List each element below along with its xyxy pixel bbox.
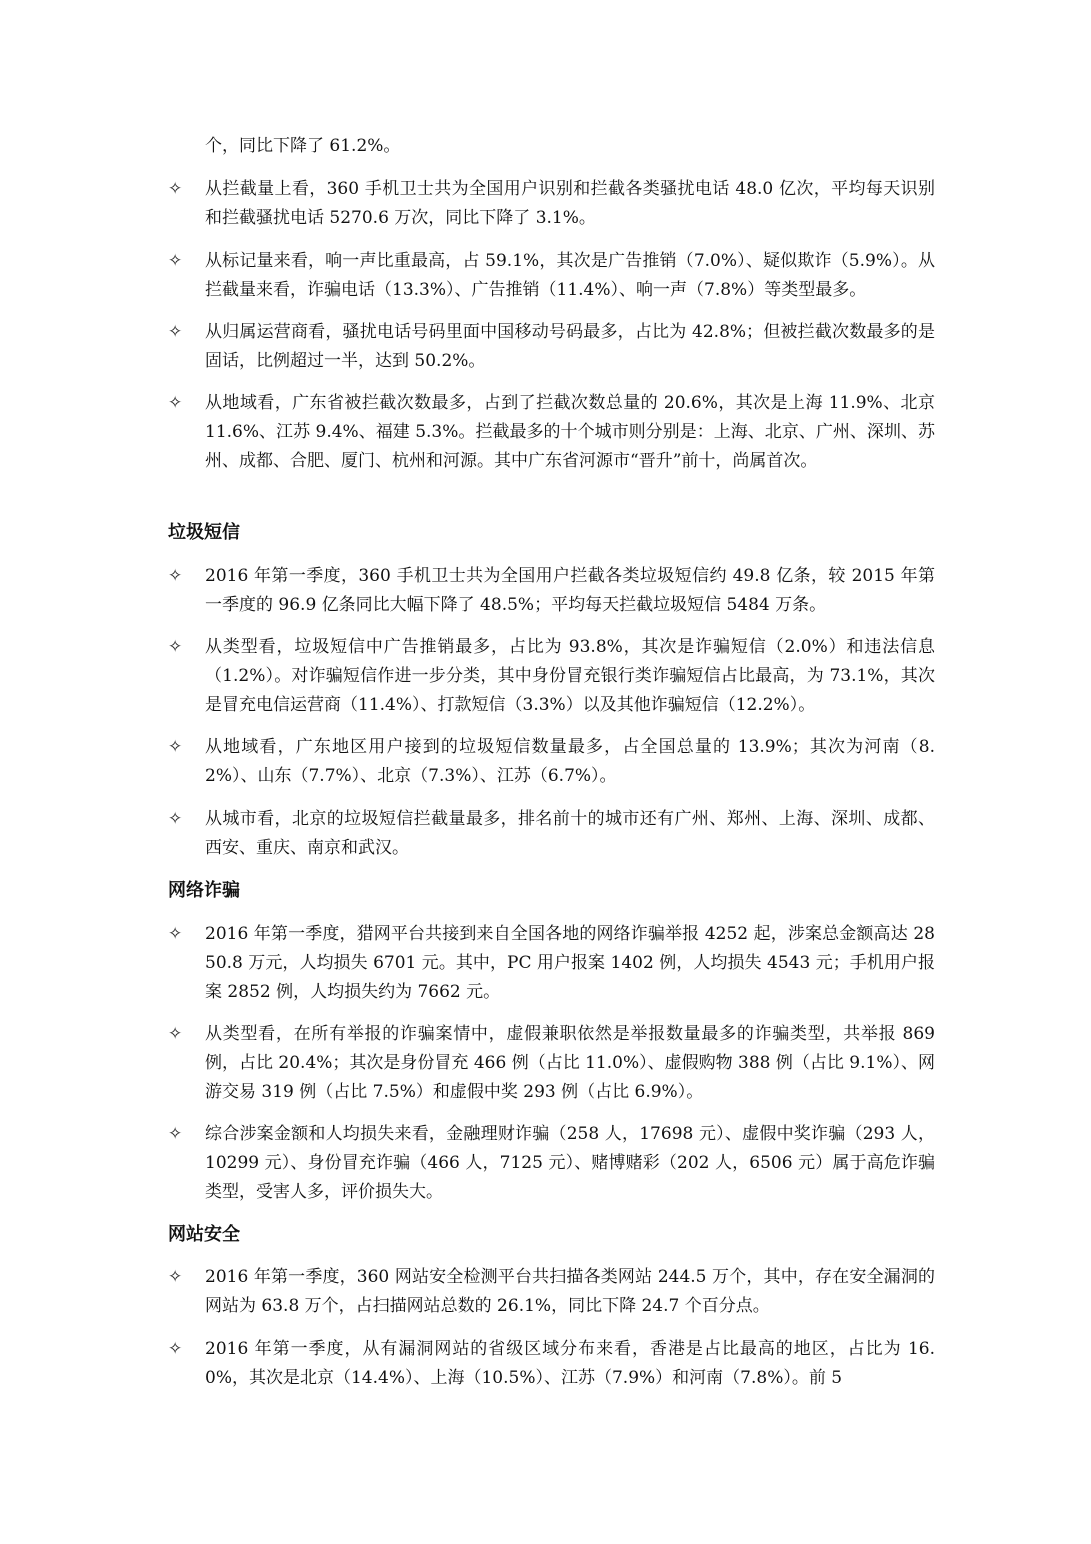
list-item-text: 从拦截量上看，360 手机卫士共为全国用户识别和拦截各类骚扰电话 48.0 亿次，平均每天识别和拦截骚扰电话 5270.6 万次，同比下降了 3.1%。: [205, 179, 935, 228]
list-item: [168, 175, 935, 233]
continuation-text: 个，同比下降了 61.2%。: [205, 136, 401, 156]
list-item: [168, 389, 935, 476]
list-item: [168, 562, 935, 620]
section-heading: 网站安全: [168, 1224, 240, 1245]
list-item-text: 综合涉案金额和人均损失来看，金融理财诈骗（258 人，17698 元）、虚假中奖诈骗（293 人，10299 元）、身份冒充诈骗（466 人，7125 元）、赌博赌彩（202 人，6506 元）属于高危诈骗类型，受害人多，评价损失大。: [205, 1124, 935, 1202]
list-item-text: 从地域看，广东地区用户接到的垃圾短信数量最多，占全国总量的 13.9%；其次为河南（8.2%）、山东（7.7%）、北京（7.3%）、江苏（6.7%）。: [205, 737, 935, 786]
list-item-text: 2016 年第一季度，360 手机卫士共为全国用户拦截各类垃圾短信约 49.8 亿条，较 2015 年第一季度的 96.9 亿条同比大幅下降了 48.5%；平均每天拦截垃圾短信 5484 万条。: [205, 566, 935, 615]
section-heading: 垃圾短信: [168, 522, 240, 543]
list-item: [168, 1263, 935, 1321]
list-item: [168, 1020, 935, 1107]
diamond-star-bullet-icon: ✧: [168, 1024, 183, 1044]
section-heading: 网络诈骗: [168, 880, 240, 901]
list-item-text: 从归属运营商看，骚扰电话号码里面中国移动号码最多，占比为 42.8%；但被拦截次数最多的是固话，比例超过一半，达到 50.2%。: [205, 322, 935, 371]
list-item: [168, 1335, 935, 1393]
list-item-text: 2016 年第一季度，猎网平台共接到来自全国各地的网络诈骗举报 4252 起，涉案总金额高达 2850.8 万元，人均损失 6701 元。其中，PC 用户报案 1402 例，人均损失 4543 元；手机用户报案 2852 例，人均损失约为 7662 元。: [205, 924, 935, 1002]
list-item: [168, 1120, 935, 1207]
list-item: [168, 247, 935, 305]
list-item: [168, 733, 935, 791]
diamond-star-bullet-icon: ✧: [168, 1339, 183, 1359]
list-item-text: 从标记量来看，响一声比重最高，占 59.1%，其次是广告推销（7.0%）、疑似欺诈（5.9%）。从拦截量来看，诈骗电话（13.3%）、广告推销（11.4%）、响一声（7.8%）等类型最多。: [205, 251, 935, 300]
diamond-star-bullet-icon: ✧: [168, 737, 183, 757]
diamond-star-bullet-icon: ✧: [168, 1267, 183, 1287]
list-item-text: 2016 年第一季度，从有漏洞网站的省级区域分布来看，香港是占比最高的地区，占比为 16.0%，其次是北京（14.4%）、上海（10.5%）、江苏（7.9%）和河南（7.8%）。前 5: [205, 1339, 935, 1388]
diamond-star-bullet-icon: ✧: [168, 251, 183, 271]
diamond-star-bullet-icon: ✧: [168, 1124, 183, 1144]
list-item: [168, 920, 935, 1007]
list-item: [168, 805, 935, 863]
list-item-text: 从类型看，在所有举报的诈骗案情中，虚假兼职依然是举报数量最多的诈骗类型，共举报 869 例，占比 20.4%；其次是身份冒充 466 例（占比 11.0%）、虚假购物 388 例（占比 9.1%）、网游交易 319 例（占比 7.5%）和虚假中奖 293 例（占比 6.9%）。: [205, 1024, 935, 1102]
list-item: [168, 633, 935, 720]
list-item-text: 从地域看，广东省被拦截次数最多，占到了拦截次数总量的 20.6%，其次是上海 11.9%、北京 11.6%、江苏 9.4%、福建 5.3%。拦截最多的十个城市则分别是：上海、北京、广州、深圳、苏州、成都、合肥、厦门、杭州和河源。其中广东省河源市“晋升”前十，尚属首次。: [205, 393, 935, 471]
diamond-star-bullet-icon: ✧: [168, 924, 183, 944]
diamond-star-bullet-icon: ✧: [168, 809, 183, 829]
diamond-star-bullet-icon: ✧: [168, 179, 183, 199]
list-item-text: 2016 年第一季度，360 网站安全检测平台共扫描各类网站 244.5 万个，其中，存在安全漏洞的网站为 63.8 万个，占扫描网站总数的 26.1%，同比下降 24.7 个百分点。: [205, 1267, 935, 1316]
list-item: [168, 318, 935, 376]
diamond-star-bullet-icon: ✧: [168, 322, 183, 342]
diamond-star-bullet-icon: ✧: [168, 637, 183, 657]
list-item-text: 从类型看，垃圾短信中广告推销最多，占比为 93.8%，其次是诈骗短信（2.0%）和违法信息（1.2%）。对诈骗短信作进一步分类，其中身份冒充银行类诈骗短信占比最高，为 73.1%，其次是冒充电信运营商（11.4%）、打款短信（3.3%）以及其他诈骗短信（12.2%）。: [205, 637, 935, 715]
list-item-text: 从城市看，北京的垃圾短信拦截量最多，排名前十的城市还有广州、郑州、上海、深圳、成都、西安、重庆、南京和武汉。: [205, 809, 935, 858]
diamond-star-bullet-icon: ✧: [168, 393, 183, 413]
diamond-star-bullet-icon: ✧: [168, 566, 183, 586]
